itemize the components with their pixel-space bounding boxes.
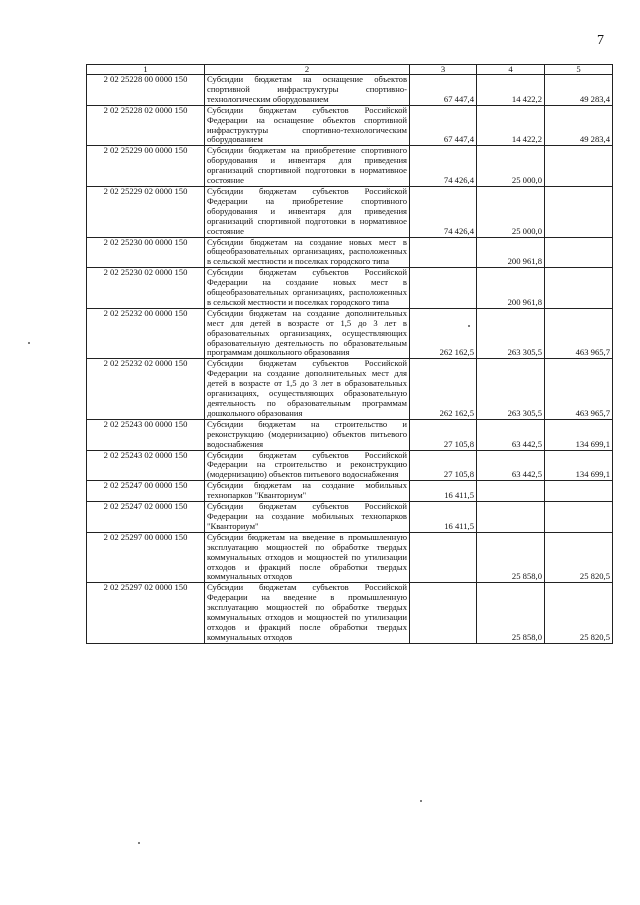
header-col-1: 1 <box>87 65 205 75</box>
income-description: Субсидии бюджетам субъектов Российской Федерации на создание мобильных технопарков "Кванториум" <box>205 502 410 533</box>
amount-col-5: 463 965,7 <box>545 359 613 419</box>
amount-col-3 <box>410 237 477 268</box>
income-code: 2 02 25232 02 0000 150 <box>87 359 205 419</box>
amount-col-5: 463 965,7 <box>545 308 613 359</box>
amount-col-3: 27 105,8 <box>410 419 477 450</box>
table-row <box>87 502 613 533</box>
table-row <box>87 583 613 643</box>
scan-speck <box>138 842 140 844</box>
income-code: 2 02 25243 02 0000 150 <box>87 450 205 481</box>
amount-col-3 <box>410 532 477 583</box>
income-code: 2 02 25247 02 0000 150 <box>87 502 205 533</box>
income-code: 2 02 25247 00 0000 150 <box>87 481 205 502</box>
amount-col-3: 67 447,4 <box>410 105 477 146</box>
amount-col-5: 49 283,4 <box>545 75 613 106</box>
income-description: Субсидии бюджетам субъектов Российской Федерации на строительство и реконструкцию (модернизацию) объектов питьевого водоснабжения <box>205 450 410 481</box>
income-description: Субсидии бюджетам на создание новых мест в общеобразовательных организациях, расположенных в сельской местности и поселках городского типа <box>205 237 410 268</box>
amount-col-3: 16 411,5 <box>410 481 477 502</box>
amount-col-5: 49 283,4 <box>545 105 613 146</box>
amount-col-4: 263 305,5 <box>477 308 545 359</box>
amount-col-4: 200 961,8 <box>477 237 545 268</box>
amount-col-4: 25 000,0 <box>477 146 545 187</box>
table-row <box>87 186 613 237</box>
income-code: 2 02 25232 00 0000 150 <box>87 308 205 359</box>
header-col-4: 4 <box>477 65 545 75</box>
income-description: Субсидии бюджетам субъектов Российской Федерации на введение в промышленную эксплуатацию мощностей по обработке твердых коммунальных отходов и мощностей по утилизации отходов и фракций после обработки твердых коммунальных отходов <box>205 583 410 643</box>
amount-col-3: 262 162,5 <box>410 359 477 419</box>
scan-speck <box>420 800 422 802</box>
header-col-5: 5 <box>545 65 613 75</box>
amount-col-5: 134 699,1 <box>545 450 613 481</box>
amount-col-4: 14 422,2 <box>477 75 545 106</box>
table-header-row <box>87 65 613 75</box>
amount-col-3: 74 426,4 <box>410 186 477 237</box>
amount-col-4 <box>477 502 545 533</box>
table-row <box>87 359 613 419</box>
amount-col-3: 74 426,4 <box>410 146 477 187</box>
table-row <box>87 146 613 187</box>
amount-col-5 <box>545 237 613 268</box>
income-description: Субсидии бюджетам субъектов Российской Федерации на создание новых мест в общеобразовательных организациях, расположенных в сельской местности и поселках городского типа <box>205 268 410 309</box>
table-row <box>87 75 613 106</box>
income-description: Субсидии бюджетам субъектов Российской Федерации на создание дополнительных мест для детей в возрасте от 1,5 до 3 лет в образовательных организациях, осуществляющих образовательную деятельность по образовательным программам дошкольного образования <box>205 359 410 419</box>
amount-col-5: 25 820,5 <box>545 532 613 583</box>
amount-col-4: 25 000,0 <box>477 186 545 237</box>
amount-col-3 <box>410 268 477 309</box>
amount-col-5: 134 699,1 <box>545 419 613 450</box>
table-row <box>87 237 613 268</box>
table-row <box>87 481 613 502</box>
table-row <box>87 105 613 146</box>
amount-col-5 <box>545 146 613 187</box>
amount-col-4: 25 858,0 <box>477 532 545 583</box>
income-code: 2 02 25230 00 0000 150 <box>87 237 205 268</box>
income-code: 2 02 25228 02 0000 150 <box>87 105 205 146</box>
table-row <box>87 268 613 309</box>
amount-col-3: 67 447,4 <box>410 75 477 106</box>
table-row <box>87 419 613 450</box>
income-code: 2 02 25229 02 0000 150 <box>87 186 205 237</box>
income-description: Субсидии бюджетам на создание мобильных технопарков "Кванториум" <box>205 481 410 502</box>
header-col-2: 2 <box>205 65 410 75</box>
amount-col-3 <box>410 583 477 643</box>
scan-speck <box>28 342 30 344</box>
table-row <box>87 450 613 481</box>
amount-col-5 <box>545 186 613 237</box>
amount-col-3: 262 162,5 <box>410 308 477 359</box>
scan-speck <box>468 325 470 327</box>
amount-col-4: 63 442,5 <box>477 419 545 450</box>
income-code: 2 02 25229 00 0000 150 <box>87 146 205 187</box>
amount-col-4: 25 858,0 <box>477 583 545 643</box>
income-description: Субсидии бюджетам на приобретение спортивного оборудования и инвентаря для приведения организаций спортивной подготовки в нормативное состояние <box>205 146 410 187</box>
income-description: Субсидии бюджетам на создание дополнительных мест для детей в возрасте от 1,5 до 3 лет в образовательных организациях, осуществляющих образовательную деятельность по образовательным программам дошкольного образования <box>205 308 410 359</box>
header-col-3: 3 <box>410 65 477 75</box>
table-row <box>87 308 613 359</box>
income-description: Субсидии бюджетам на строительство и реконструкцию (модернизацию) объектов питьевого водоснабжения <box>205 419 410 450</box>
amount-col-4: 263 305,5 <box>477 359 545 419</box>
income-code: 2 02 25243 00 0000 150 <box>87 419 205 450</box>
budget-table <box>86 64 613 644</box>
amount-col-3: 27 105,8 <box>410 450 477 481</box>
amount-col-5 <box>545 481 613 502</box>
income-code: 2 02 25228 00 0000 150 <box>87 75 205 106</box>
amount-col-4: 14 422,2 <box>477 105 545 146</box>
income-description: Субсидии бюджетам субъектов Российской Федерации на приобретение спортивного оборудования и инвентаря для приведения организаций спортивной подготовки в нормативное состояние <box>205 186 410 237</box>
page-number: 7 <box>597 33 604 48</box>
amount-col-4: 200 961,8 <box>477 268 545 309</box>
amount-col-5: 25 820,5 <box>545 583 613 643</box>
amount-col-5 <box>545 268 613 309</box>
amount-col-5 <box>545 502 613 533</box>
amount-col-4 <box>477 481 545 502</box>
income-description: Субсидии бюджетам на оснащение объектов спортивной инфраструктуры спортивно-технологическим оборудованием <box>205 75 410 106</box>
income-code: 2 02 25230 02 0000 150 <box>87 268 205 309</box>
income-code: 2 02 25297 00 0000 150 <box>87 532 205 583</box>
income-description: Субсидии бюджетам субъектов Российской Федерации на оснащение объектов спортивной инфраструктуры спортивно-технологическим оборудованием <box>205 105 410 146</box>
income-description: Субсидии бюджетам на введение в промышленную эксплуатацию мощностей по обработке твердых коммунальных отходов и мощностей по утилизации отходов и фракций после обработки твердых коммунальных отходов <box>205 532 410 583</box>
income-code: 2 02 25297 02 0000 150 <box>87 583 205 643</box>
amount-col-4: 63 442,5 <box>477 450 545 481</box>
table-row <box>87 532 613 583</box>
amount-col-3: 16 411,5 <box>410 502 477 533</box>
